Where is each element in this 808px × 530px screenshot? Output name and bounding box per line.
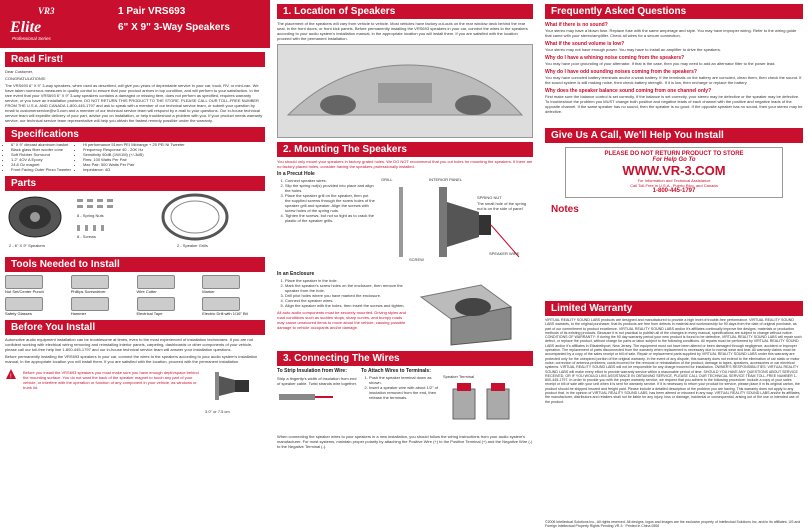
parts-illustration — [5, 191, 265, 253]
strip-section — [277, 366, 357, 432]
spring-nuts-label: 8 - Spring Nuts — [77, 213, 104, 218]
faq-item: Why do I have a whining noise coming from the speakers? You may have poor grounding of your alternator. If that is the case, then you may need to add an alternator filter to the power lead. — [545, 55, 776, 66]
phone-number: 1-800-445-1797 — [652, 188, 696, 194]
info-text: For Information and Technical Assistance — [637, 178, 711, 183]
read-first-heading: Read First! — [5, 52, 265, 67]
mounting-diagram — [379, 177, 533, 269]
read-first-body: The VRS693 6" X 9" 3-way speakers, when used as described, will give you years of dependable service in your car, truck, RV, or mini-van. We have taken numerous measures in quality control to ensure that your product arrives in top condition, and will perform to your satisfaction. In the rare event that your VRS693 6" X 9" 3-way speakers contains a damaged or missing item, does not perform as specified, requires warranty service, or you have an installation problem, DO NOT RETURN THIS PRODUCT TO THE STORE. PLEASE CALL OUR TOLL-FREE NUMBER FROM THE U.S.A. AND CANADA 1-800-445-1797 and ask to speak with a member of our technical service team, or submit your question by email to customerservice@vr3.com and a member of our technical service team will respond by e-mail to your questions. Our in-house technical service team will expedite delivery of your part, advise you on installation, or help troubleshoot a problem with you. If your product needs warranty service, our technical service team representative will help you obtain the fastest remedy possible under the warranty. — [5, 83, 263, 123]
toll-free-text: Call Toll-Free in U.S.A., Puerto Rico, and Canada — [630, 183, 718, 188]
faq-heading: Frequently Asked Questions — [545, 4, 803, 19]
attach-steps: 1. Push the speaker terminal down as shown. 2. Insert a speaker wire with about 1/2" of insulation removed from the end, then release the terminals. — [361, 375, 439, 432]
strip-body: Strip a fingertip's width of insulation from end of speaker cable. Twist strands wire together. — [277, 376, 357, 386]
warranty-body: VIRTUAL REALITY SOUND LABS products are designed and manufactured to provide a high level of trouble-free performance. VIRTUAL REALITY SOUND LABS warrants, to the original purchaser, that its products are free from defects in material and workmanship for 90 days from the date of original purchase, as part of our commitment to product excellence. VIRTUAL REALITY SOUND LABS and/or it's affiliates continually improve the designs, materials or production methods of its existing products. Because it is not practical to publish all of the changes in every manual, specifications are subject to change without notice. CONDITIONS OF WARRANTY: If during the 90 day warranty period your new product is found to be defective, VIRTUAL REALITY SOUND LABS will repair such defect, or replace the product, without charge for parts or labor subject to the following conditions. All repairs must be performed by VIRTUAL REALITY SOUND LABS and/or it's affiliates in Elizabethport, New Jersey. The equipment must not have been altered or been damaged through negligence, accident or improper operation. The replacement of parts disconnected from the warranty when replacement is necessary due to normal wear and tear. All warranty claims must be accompanied by a copy of the sales receipt or bill of sale. Repair or replacement parts supplied by VIRTUAL REALITY SOUND LABS under this warranty are protected only for the unexpired portion of the original warranty. In the event of any dispute, this warranty does not extend to the elimination of car static or motor noise; correction of antenna problems; costs incurred for the removal or reinstallation of the product; damage to tapes, speakers, accessories or car electrical systems. VIRTUAL REALITY SOUND LABS will not be responsible for any charge incurred for installation. OWNER'S RESPONSIBILITIES: VIRTUAL REALITY SOUND LABS will make every effort to provide warranty service within a reasonable period of time. SHOULD YOU HAVE ANY QUESTIONS ABOUT SERVICE RECEIVED, OR IF YOU WOULD LIKE ASSISTANCE IN OBTAINING SERVICE, PLEASE CALL OUR TECHNICAL SERVICE TEAM TOLL-FREE NUMBER 1-800-445-1797. In order to provide you with the proper warranty service, we request that you adhere to the following procedure: Include a copy of your sales receipt or bill of sale with your unit when it is sent for warranty service. If it is necessary to return your product for service, please place it in its original carton, the product should be shipped insured and freight paid. Please include a detailed description of the problem you are having. This warranty does not apply to any product that, in the opinion of VIRTUAL REALITY SOUND LABS, has been altered or misused in any way. VIRTUAL REALITY SOUND LABS and/or its affiliates, the manufacturer, distributors and retailers shall not be liable for any injury, loss or damage, incidental or consequential, arising out of the use or intended use of the product. — [545, 318, 802, 404]
spring-nut-label: SPRING NUT — [477, 195, 502, 200]
spring-nut-note: The small hole of the spring nut is on the side of panel — [477, 201, 527, 211]
enclosure-text — [277, 277, 407, 347]
mounting-heading: 2. Mounting The Speakers — [277, 142, 533, 157]
tool-wire-cutter: Wire Cutter — [137, 275, 200, 294]
svg-text:VR3: VR3 — [38, 6, 55, 16]
enclosure-box-icon — [411, 277, 521, 347]
strip-heading: To Strip Insulation from Wire: — [277, 368, 347, 374]
faq-item: What if the sound volume is low? Your stereo may not have enough power. You may have to install an amplifier to drive the speakers. — [545, 41, 721, 52]
model-title: 1 Pair VRS693 — [118, 6, 186, 17]
mounting-warning: You should only mount your speakers in factory grated holes. We DO NOT recommend that you cut holes for mounting the speakers. If there are no factory placed holes, consider having the speakers professionally installed. — [277, 159, 533, 169]
product-header — [0, 0, 270, 48]
depth-warning-text: Before you install the VRS693 speakers you must make sure you have enough depth/space behind the mounting surface. You do not want the back of the speaker magnet to touch any part of your vehicle, or interfere with the operation or function of any component in your vehicle, as windows or trunk lid. — [23, 370, 199, 390]
depth-diagram — [205, 368, 265, 414]
vehicle-interior-image — [277, 44, 533, 138]
svg-text:Elite: Elite — [10, 19, 42, 36]
column-left — [0, 0, 270, 530]
wires-body: When connecting the speaker wires to your speakers in a new installation, you should follow the wiring instructions from your audio system's manufacturer. For most systems, maintain proper polarity by attaching the Positive Wire (+) to the Positive Terminal (+) and the Negative Wire (-) to the Negative Terminal (-). — [277, 434, 533, 449]
enclosure-section — [277, 277, 533, 347]
tool-hammer: Hammer — [71, 297, 134, 316]
wires-section — [277, 366, 533, 432]
speaker-terminal-icon — [443, 379, 523, 427]
faq-item: What if there is no sound? Your stereo may have a blown fuse. Replace fuse with the same amperage and style. You may have improper wiring. Refer to the wiring guide that came with your stereo/amplifier. Check all wires for a secure connection. — [545, 22, 797, 38]
terminal-label: Speaker Terminal — [443, 374, 475, 379]
do-not-return-text: PLEASE DO NOT RETURN PRODUCT TO STORE — [604, 151, 744, 157]
enclosure-heading: In an Enclosure — [277, 271, 315, 277]
help-box — [565, 147, 783, 198]
attach-section — [361, 366, 533, 432]
before-install-heading: Before You Install — [5, 320, 265, 335]
warranty-heading: Limited Warranty — [545, 301, 803, 316]
wires-heading: 3. Connecting The Wires — [277, 351, 533, 366]
tool-electrical-tape: Electrical Tape — [137, 297, 200, 316]
tape-icon — [137, 297, 175, 311]
speaker-wire-label: SPEAKER WIRE — [489, 251, 520, 256]
column-right — [540, 0, 808, 530]
notes-area — [545, 215, 803, 297]
precut-heading: In a Precut Hole — [277, 171, 315, 177]
specifications-heading: Specifications — [5, 127, 265, 142]
drill-icon — [202, 297, 240, 311]
marker-icon — [202, 275, 240, 289]
car-interior-icon — [278, 45, 532, 137]
copyright-footer: ©2006 Intellectual Solutions Inc., All rights reserved. All designs, logos and images are the exclusive property of Intellectual Solutions Inc. and/or its affiliates. US and Foreign Intellectual Property Rights Pending VR-3 · Printed in China 0506 — [545, 520, 801, 528]
greeting: Dear Customer, — [5, 69, 34, 74]
precut-steps: 1. Connect speaker wires. 2. Slip the spring nut(s) provided into place and align the holes. 3. Place the speaker grill on the speaker, then put the supplied screws through the screw holes of the speaker grill and speaker. Align the screws with screw holes of the spring nuts. 4. Tighten the screws, but not so tight as to crack the plastic of the speaker grills. — [277, 178, 375, 269]
location-body: The placement of the speakers will vary from vehicle to vehicle. Most vehicles have factory cut-outs on the rear window deck behind the rear seat, in the front doors, or front kick panels. Before permanently installing the VRS693 speakers in your car, connect the wires to the speakers according to your audio system's installation manual, in the appropriate location you will install them. If you are satisfied with the location proceed with the permanent installation. — [277, 21, 528, 41]
wire-strip-icon — [277, 388, 337, 406]
grill-label: GRILL — [381, 177, 393, 182]
vr3-elite-logo-icon — [8, 4, 66, 44]
product-title: 6" X 9" 3-Way Speakers — [118, 22, 230, 33]
faq-item: Why does the speaker balance sound coming from one channel only? First make sure the balance control is set correctly. If the balance is set correctly, your stereo may be defective or the speaker may be defective. To troubleshoot the problem you MUST change both positive and negative leads of each channel with the positive and negative leads of the opposite channel. If the same speaker has no sound, then the speaker is no good. If the opposite speaker has no sound, then your stereo may be defective. — [545, 88, 803, 114]
svg-text:!: ! — [10, 374, 12, 380]
depth-dimension: 3.0" or 7.5 cm — [205, 409, 230, 414]
faq-item: Why do I have odd sounding noises coming from the speakers? You may have corroded battery terminals and/or a weak battery. If the terminals on the battery are corroded, clean them, then check the sound. If the sound system is still making noise, then check battery strength. If it is low, then recharge or replace the battery. — [545, 69, 802, 85]
before-install-p1: Automotive audio equipment installation can be troublesome at times, even to the most experienced of installation technicians. If you are not confident working with electrical wiring removing and reinstalling interior panels, carpeting, dashboards or other components of your vehicle, please call our toll-free help line 1-800-445-1797 and our in-house technical service team will answer your installation questions. — [5, 337, 253, 352]
parts-heading: Parts — [5, 176, 265, 191]
enclosure-steps: 1. Place the speaker in the hole. 2. Mark the speaker's screw holes on the enclosure, then remove the speaker from the hole. 3. Drill pilot holes where you have marked the enclosure. 4. Connect the speaker wires. 5. Align the speaker with the holes, then insert the screws and tighten. — [277, 278, 407, 308]
safety-glasses-icon — [5, 297, 43, 311]
attach-heading: To Attach Wires to Terminals: — [361, 368, 431, 374]
svg-text:Professional Series: Professional Series — [12, 36, 51, 41]
speaker-grills-label: 2 - Speaker Grills — [177, 243, 208, 248]
website-link[interactable]: WWW.VR-3.COM — [622, 163, 726, 178]
congrats: CONGRATULATIONS! — [5, 76, 46, 81]
location-heading: 1. Location of Speakers — [277, 4, 533, 19]
wire-cutter-icon — [137, 275, 175, 289]
tools-list — [5, 275, 265, 316]
tool-electric-drill: Electric Drill with 1/16" Bit — [202, 297, 265, 316]
precut-section — [277, 177, 533, 269]
hammer-icon — [71, 297, 109, 311]
interior-panel-label: INTERIOR PANEL — [429, 177, 463, 182]
specifications-list: • 6" X 9" diecast aluminum basket • Black glass fiber woofer cone • Soft Rubber Surround • 1.2" 4OV A Epoxy • 24.8 Oz magnet • Front Facing Outer Piezo Tweeter • Hi performance 51mm PEI Midrange + 25 PEI Ni Tweeter • Frequency Response 40 - 20K Hz • Sensitivity 90dB (1W/1M) (+/-3dB) • Rms: 100 Watts Per Pair • Max Pair: 500 Watts Per Pair • Impedance: 4Ω — [5, 142, 265, 172]
screw-label: SCREW — [409, 257, 424, 262]
speakers-label: 2 - 6" X 9" Speakers — [9, 243, 45, 248]
notes-heading: Notes — [551, 204, 579, 215]
call-heading: Give Us A Call, We'll Help You Install — [545, 128, 803, 143]
screws-label: 8 - Screws — [77, 234, 96, 239]
screwdriver-icon — [71, 275, 109, 289]
tool-screwdriver: Phillips Screwdriver — [71, 275, 134, 294]
help-text: For Help Go To — [652, 157, 696, 163]
speaker-depth-icon — [205, 368, 265, 404]
column-middle — [272, 0, 538, 530]
tool-nut-set: Nut Set/Center Punch — [5, 275, 68, 294]
warning-icon — [5, 368, 17, 380]
tool-marker: Marker — [202, 275, 265, 294]
tool-safety-glasses: Safety Glasses — [5, 297, 68, 316]
tools-heading: Tools Needed to Install — [5, 257, 265, 272]
depth-warning — [5, 368, 265, 414]
nut-set-icon — [5, 275, 43, 289]
enclosure-note: All auto audio components must be securely mounted. Driving styles and road conditions such as sudden stops, sharp curves, and bumpy roads may cause unsecured items to move about the vehicle, causing possible damage to vehicle occupants and/or damage. — [277, 310, 406, 330]
before-install-p2: Before permanently installing the VRS693 speakers in your car, connect the wires to the speakers according to your audio system's installation manual, in the appropriate location you will install them. If you are satisfied with the location, proceed with the permanent installation. — [5, 354, 258, 364]
